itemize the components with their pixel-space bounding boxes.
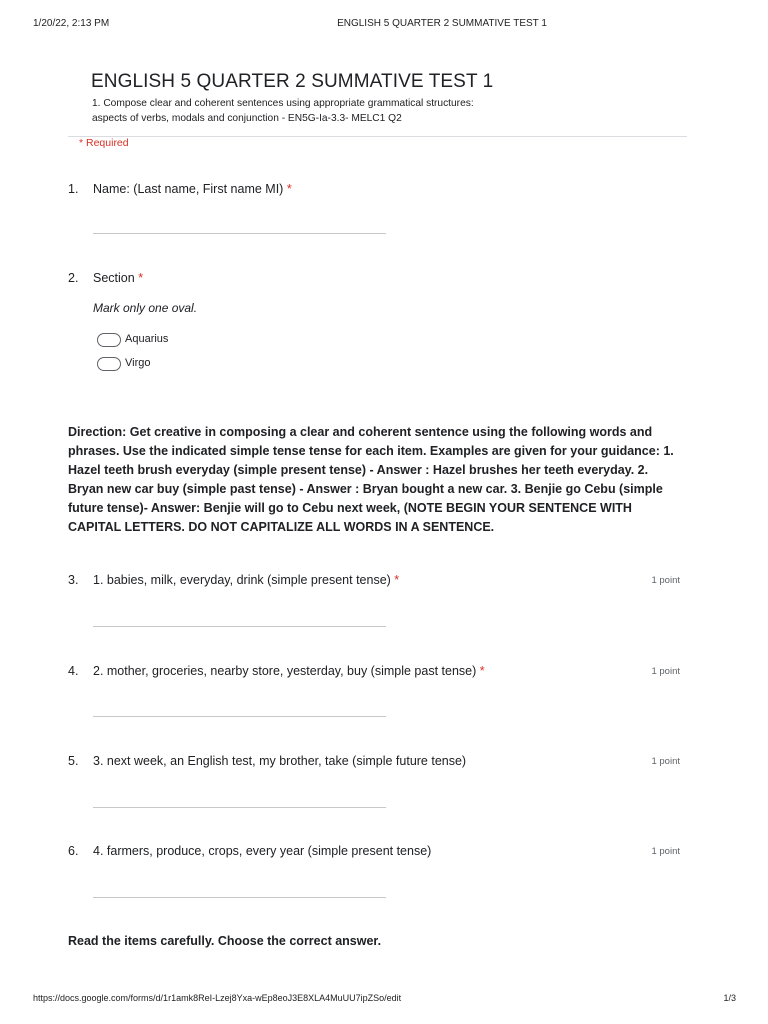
answer-field-5[interactable]	[93, 807, 386, 808]
required-star: *	[394, 573, 400, 587]
direction-text: Direction: Get creative in composing a clear and coherent sentence using the following words and phrases. Use the indicated simple tense tense for each item. Examples are given for your guidance: 1. Hazel teeth brush everyday (simple present tense) - Answer : Hazel brushes her teeth everyday. 2. Bryan new car buy (simple past tense) - Answer : Bryan bought a new car. 3. Benjie go Cebu (simple future tense)- Answer: Benjie will go to Cebu next week, (NOTE BEGIN YOUR SENTENCE WITH CAPITAL LETTERS. DO NOT CAPITALIZE ALL WORDS IN A SENTENCE.	[68, 425, 674, 534]
print-datetime: 1/20/22, 2:13 PM	[33, 18, 110, 29]
print-url: https://docs.google.com/forms/d/1r1amk8ReI-Lzej8Yxa-wEp8eoJ3E8XLA4MuUU7ipZSo/edit	[33, 993, 402, 1003]
form-description-line-2: aspects of verbs, modals and conjunction - EN5G-Ia-3.3- MELC1 Q2	[92, 113, 402, 124]
read-items-instruction: Read the items carefully. Choose the correct answer.	[68, 934, 382, 948]
form-description	[92, 96, 652, 126]
name-answer-field[interactable]	[93, 233, 386, 234]
radio-oval[interactable]	[97, 333, 121, 347]
option-label: Aquarius	[125, 333, 169, 345]
header-divider	[68, 136, 687, 137]
print-footer	[0, 993, 768, 1007]
points-label: 1 point	[651, 756, 680, 767]
question-text: Section *	[93, 271, 144, 285]
points-label: 1 point	[651, 666, 680, 677]
form-description-line-1: 1. Compose clear and coherent sentences using appropriate grammatical structures:	[92, 98, 474, 109]
form-title: ENGLISH 5 QUARTER 2 SUMMATIVE TEST 1	[91, 71, 494, 92]
answer-field-6[interactable]	[93, 897, 386, 898]
answer-field-4[interactable]	[93, 716, 386, 717]
question-number: 4.	[68, 664, 79, 678]
mark-one-oval-hint: Mark only one oval.	[93, 301, 198, 315]
page-number: 1/3	[723, 993, 736, 1003]
points-label: 1 point	[651, 575, 680, 586]
question-text: 3. next week, an English test, my brother, take (simple future tense)	[93, 754, 467, 768]
question-number: 2.	[68, 271, 79, 285]
question-number: 6.	[68, 844, 79, 858]
print-header	[0, 18, 768, 32]
radio-oval[interactable]	[97, 357, 121, 371]
required-star: *	[479, 664, 485, 678]
question-text: 2. mother, groceries, nearby store, yesterday, buy (simple past tense) *	[93, 664, 485, 678]
required-star: *	[138, 271, 144, 285]
points-label: 1 point	[651, 846, 680, 857]
question-number: 1.	[68, 182, 79, 196]
required-note: * Required	[79, 137, 129, 149]
option-label: Virgo	[125, 357, 151, 369]
print-doc-title: ENGLISH 5 QUARTER 2 SUMMATIVE TEST 1	[337, 18, 547, 29]
answer-field-3[interactable]	[93, 626, 386, 627]
required-star: *	[286, 182, 292, 196]
question-number: 3.	[68, 573, 79, 587]
question-text: 4. farmers, produce, crops, every year (simple present tense)	[93, 844, 432, 858]
question-number: 5.	[68, 754, 79, 768]
question-text: 1. babies, milk, everyday, drink (simple present tense) *	[93, 573, 400, 587]
question-text: Name: (Last name, First name MI) *	[93, 182, 292, 196]
